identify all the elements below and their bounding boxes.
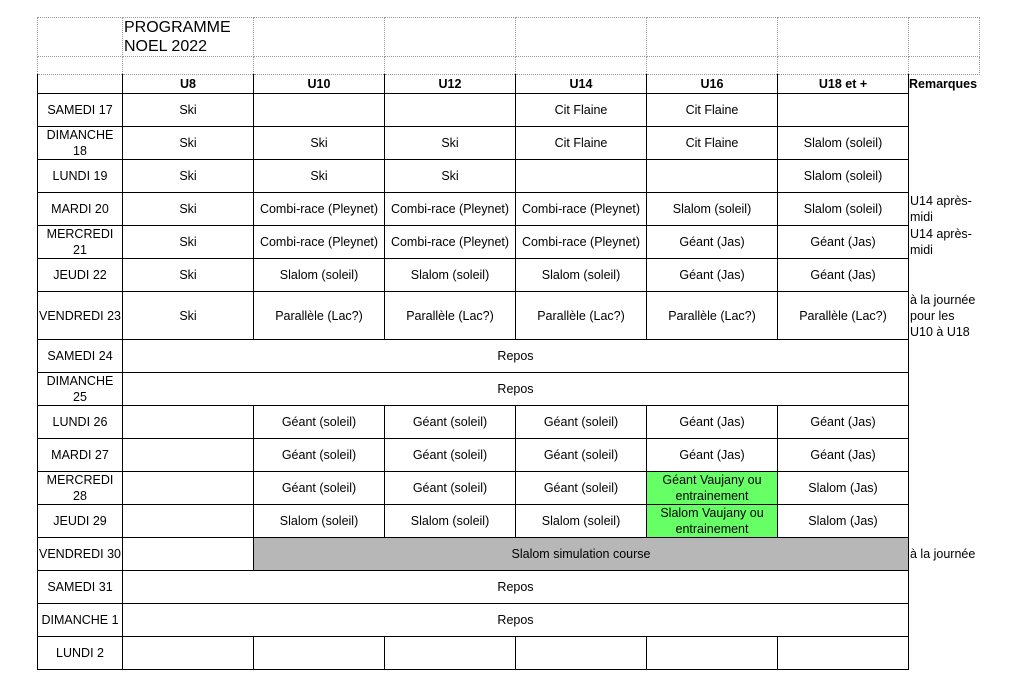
table-cell: Géant Vaujany ou entrainement [647,472,778,505]
table-cell: Ski [123,193,254,226]
table-cell: Combi-race (Pleynet) [516,193,647,226]
page-title: PROGRAMME NOEL 2022 [123,18,254,57]
day-label: JEUDI 29 [38,505,123,538]
table-cell: Géant (soleil) [385,439,516,472]
table-row [38,571,980,604]
table-cell: Slalom (soleil) [516,505,647,538]
day-label: LUNDI 26 [38,406,123,439]
table-cell [647,637,778,670]
day-label: SAMEDI 31 [38,571,123,604]
table-cell: Ski [123,292,254,340]
remark-cell [909,505,980,538]
table-row [38,160,980,193]
day-label: JEUDI 22 [38,259,123,292]
table-row [38,505,980,538]
remark-cell [909,604,980,637]
table-cell: Combi-race (Pleynet) [254,193,385,226]
table-cell: Ski [123,259,254,292]
table-row [38,373,980,406]
day-label: MARDI 20 [38,193,123,226]
remark-cell [909,127,980,160]
table-cell: Ski [385,160,516,193]
table-cell: Géant (Jas) [778,226,909,259]
remark-cell [909,406,980,439]
table-cell: Géant (Jas) [778,259,909,292]
schedule-table [37,17,980,670]
table-cell: Géant (Jas) [647,226,778,259]
table-cell: Slalom Vaujany ou entrainement [647,505,778,538]
column-header: U16 [647,75,778,94]
table-cell: Ski [385,127,516,160]
table-cell: Parallèle (Lac?) [385,292,516,340]
table-cell [516,637,647,670]
merged-cell: Repos [123,340,909,373]
table-cell: Slalom (soleil) [385,259,516,292]
table-cell [123,472,254,505]
table-row [38,259,980,292]
table-cell: Géant (Jas) [647,406,778,439]
table-cell: Géant (soleil) [385,406,516,439]
day-label: MERCREDI 21 [38,226,123,259]
table-cell: Géant (soleil) [385,472,516,505]
table-cell: Ski [123,94,254,127]
table-cell [254,94,385,127]
day-label: DIMANCHE 18 [38,127,123,160]
table-cell [123,637,254,670]
table-cell: Parallèle (Lac?) [254,292,385,340]
table-cell: Ski [254,160,385,193]
table-cell: Combi-race (Pleynet) [516,226,647,259]
day-label: DIMANCHE 1 [38,604,123,637]
remark-cell [909,340,980,373]
column-header: U10 [254,75,385,94]
table-cell: Combi-race (Pleynet) [254,226,385,259]
table-cell: Slalom (soleil) [254,505,385,538]
remark-cell [909,94,980,127]
table-cell: Cit Flaine [647,127,778,160]
table-cell: Ski [254,127,385,160]
table-cell: Parallèle (Lac?) [516,292,647,340]
day-label: MARDI 27 [38,439,123,472]
table-cell: Ski [123,160,254,193]
day-label: LUNDI 19 [38,160,123,193]
day-label: SAMEDI 17 [38,94,123,127]
table-row [38,340,980,373]
remark-cell: U14 après-midi [910,227,972,257]
column-header: U8 [123,75,254,94]
table-row [38,292,980,340]
table-cell: Slalom (Jas) [778,472,909,505]
table-cell [123,505,254,538]
table-row [38,193,980,226]
corner-cell [38,18,123,57]
table-row [38,538,980,571]
remark-cell: à la journée [910,547,976,561]
table-cell [778,637,909,670]
table-cell: Slalom (soleil) [778,193,909,226]
table-cell: Slalom (soleil) [778,127,909,160]
table-cell: Géant (Jas) [778,406,909,439]
table-cell: Géant (soleil) [516,406,647,439]
column-header: U14 [516,75,647,94]
day-label: LUNDI 2 [38,637,123,670]
day-label: VENDREDI 23 [38,292,123,340]
table-cell: Cit Flaine [516,127,647,160]
table-row [38,94,980,127]
table-cell: Géant (Jas) [647,439,778,472]
table-cell: Slalom (soleil) [254,259,385,292]
table-cell: Combi-race (Pleynet) [385,226,516,259]
merged-cell: Repos [123,604,909,637]
table-cell: Combi-race (Pleynet) [385,193,516,226]
remark-cell [909,637,980,670]
merged-cell: Slalom simulation course [254,538,909,571]
table-row [38,604,980,637]
day-label: MERCREDI 28 [38,472,123,505]
table-cell [778,94,909,127]
table-row [38,127,980,160]
table-cell: Géant (soleil) [516,439,647,472]
table-cell: Cit Flaine [516,94,647,127]
table-cell [385,637,516,670]
remark-cell [909,373,980,406]
remark-cell [909,259,980,292]
table-cell: Slalom (soleil) [385,505,516,538]
remark-cell [909,160,980,193]
table-cell [516,160,647,193]
table-row [38,637,980,670]
remark-cell [909,439,980,472]
table-row [38,406,980,439]
merged-cell: Repos [123,571,909,604]
table-cell: Cit Flaine [647,94,778,127]
table-cell: Géant (Jas) [647,259,778,292]
remark-cell: à la journée pour les U10 à U18 [910,292,976,339]
column-header: U12 [385,75,516,94]
table-cell: Parallèle (Lac?) [647,292,778,340]
table-cell: Ski [123,127,254,160]
table-cell [385,94,516,127]
merged-cell: Repos [123,373,909,406]
table-cell: Géant (Jas) [778,439,909,472]
day-label: DIMANCHE 25 [38,373,123,406]
table-row [38,472,980,505]
table-cell [123,406,254,439]
table-cell: Parallèle (Lac?) [778,292,909,340]
table-cell [254,637,385,670]
table-cell: Géant (soleil) [254,406,385,439]
table-cell [123,538,254,571]
table-cell: Ski [123,226,254,259]
table-cell [123,439,254,472]
table-cell: Slalom (soleil) [778,160,909,193]
table-cell: Géant (soleil) [254,439,385,472]
remarks-header: Remarques [909,77,978,92]
table-cell: Géant (soleil) [254,472,385,505]
day-label: VENDREDI 30 [38,538,123,571]
table-cell: Slalom (Jas) [778,505,909,538]
table-cell: Slalom (soleil) [647,193,778,226]
column-header-row [38,75,980,94]
column-header: U18 et + [778,75,909,94]
remark-cell: U14 après-midi [910,194,972,224]
table-row [38,226,980,259]
table-cell: Géant (soleil) [516,472,647,505]
day-label: SAMEDI 24 [38,340,123,373]
table-cell [647,160,778,193]
remark-cell [909,571,980,604]
table-cell: Slalom (soleil) [516,259,647,292]
remark-cell [909,472,980,505]
table-row [38,439,980,472]
